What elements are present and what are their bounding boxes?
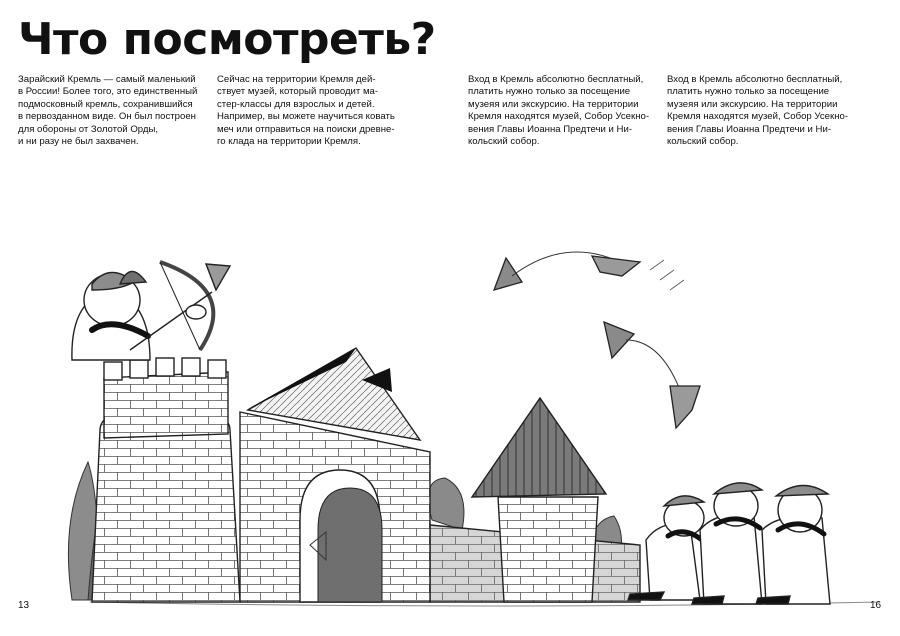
page-title: Что посмотреть? [18,14,436,65]
paragraph-entry-repeat: Вход в Кремль абсолютно бесплатный, платить нужно только за посещение музеяя или экскурсию. На территории Кремля находятся музей, Собор Усекно- вения Главы Иоанна Предтечи и Ни- кольский собор. [667,74,849,148]
page-number-right: 16 [870,600,882,611]
warrior-3 [756,485,830,604]
flying-arrows [494,252,700,428]
warriors-group [628,483,830,604]
gate-tower [240,348,430,602]
cone-roof [472,398,606,497]
paragraph-entry: Вход в Кремль абсолютно бесплатный, платить нужно только за посещение музеяя или экскурсию. На территории Кремля находятся музей, Собор Усекно- вения Главы Иоанна Предтечи и Ни- кольский собор. [468,74,650,148]
round-tower [92,358,240,602]
archer-figure [72,262,230,360]
paragraph-history: Зарайский Кремль — самый маленький в России! Более того, это единственный подмосковный кремль, сохранившийся в первозданном виде. Он был построен для обороны от Золотой Орды, и ни разу не был захвачен. [18,74,198,148]
paragraph-museum: Сейчас на территории Кремля дей- ствует музей, который проводит ма- стер-классы для взрослых и детей. Например, вы можете научиться ковать меч или отправиться на поиски древне- го клада на территории Кремля. [217,74,395,148]
page-number-left: 13 [18,600,30,611]
